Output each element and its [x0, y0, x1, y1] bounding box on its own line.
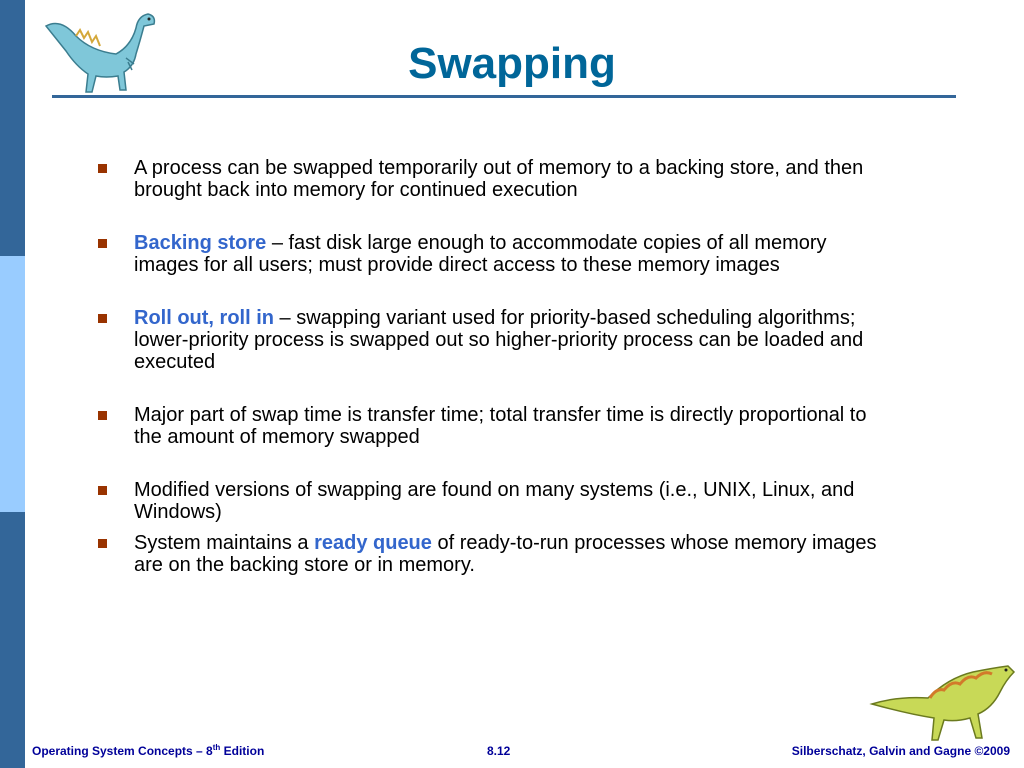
square-bullet-icon — [98, 314, 107, 323]
bullet-item — [96, 157, 896, 201]
page-title: Swapping — [408, 39, 616, 88]
bullet-text: Modified versions of swapping are found on many systems (i.e., UNIX, Linux, and Windows) — [134, 479, 855, 523]
bullet-text: of ready-to-run processes whose memory images are on the backing store or in memory. — [134, 532, 877, 576]
square-bullet-icon — [98, 539, 107, 548]
bullet-highlight-term: Backing store — [134, 232, 267, 254]
dinosaur-logo-icon — [868, 658, 1018, 748]
bullet-item — [96, 479, 896, 523]
bullet-text: System maintains a — [134, 532, 315, 554]
footer-edition-text: Edition — [220, 744, 265, 758]
bullet-text: – fast disk large enough to accommodate copies of all memory images for all users; must provide direct access to these memory images — [134, 232, 827, 276]
bullet-item — [96, 307, 896, 373]
footer-book-title — [32, 744, 264, 758]
square-bullet-icon — [98, 239, 107, 248]
bullet-highlight-term: ready queue — [314, 532, 432, 554]
left-sidebar-bar — [0, 0, 25, 768]
bullet-text: – swapping variant used for priority-based scheduling algorithms; lower-priority process is swapped out so higher-priority process can be loaded and executed — [134, 307, 864, 373]
bullet-list — [96, 157, 896, 576]
footer-edition-superscript: th — [212, 743, 221, 752]
bullet-text: Major part of swap time is transfer time; total transfer time is directly proportional to the amount of memory swapped — [134, 404, 867, 448]
bullet-highlight-term: Roll out, roll in — [134, 307, 274, 329]
bullet-text: A process can be swapped temporarily out of memory to a backing store, and then brought back into memory for continued execution — [134, 157, 864, 201]
bullet-item — [96, 532, 896, 576]
left-sidebar-light-segment — [0, 256, 25, 512]
square-bullet-icon — [98, 486, 107, 495]
bullet-item — [96, 404, 896, 448]
footer-book-title-text: Operating System Concepts – 8 — [32, 744, 213, 758]
square-bullet-icon — [98, 164, 107, 173]
title-underline-divider — [52, 95, 956, 98]
footer-copyright: Silberschatz, Galvin and Gagne ©2009 — [791, 744, 1010, 758]
slide-number: 8.12 — [487, 744, 511, 758]
square-bullet-icon — [98, 411, 107, 420]
bullet-item — [96, 232, 896, 276]
